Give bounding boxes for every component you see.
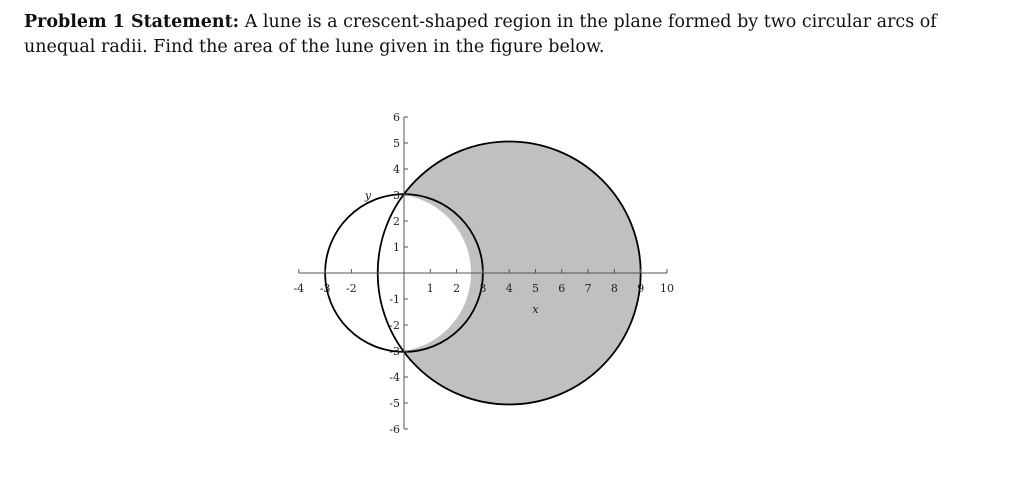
y-axis-label: y [364,189,372,202]
y-tick-label: 3 [393,189,400,202]
x-tick-label: -4 [293,282,305,295]
y-tick-label: -6 [389,423,400,436]
y-tick-label: -5 [389,397,400,410]
x-tick-label: -3 [319,282,331,295]
y-tick-label: 6 [393,111,400,124]
problem-text: A lune is a crescent-shaped region in the plane formed by two circular arcs of unequal radii. Find the area of the lune given in the figure below. [24,12,937,57]
y-tick-label: 1 [393,241,400,254]
x-tick-label: 3 [479,282,487,295]
y-tick-label: -1 [389,293,400,306]
y-tick-label: -2 [389,319,400,332]
x-tick-label: 4 [505,282,513,295]
y-tick-label: -3 [389,345,400,358]
x-tick-label: 5 [532,282,539,295]
x-tick-label: 1 [426,282,434,295]
x-tick-label: -2 [346,282,357,295]
y-tick-label: 2 [393,215,400,228]
x-tick-label: 10 [660,282,674,295]
x-axis-label: x [532,303,539,316]
problem-heading: Problem 1 Statement: [24,12,240,32]
x-tick-label: 9 [637,282,645,295]
x-tick-label: 8 [610,282,618,295]
x-tick-label: 6 [558,282,566,295]
x-tick-label: 7 [584,282,592,295]
x-tick-label: 2 [453,282,461,295]
y-tick-label: -4 [389,371,400,384]
y-tick-label: 5 [393,137,400,150]
y-tick-label: 4 [393,163,400,176]
